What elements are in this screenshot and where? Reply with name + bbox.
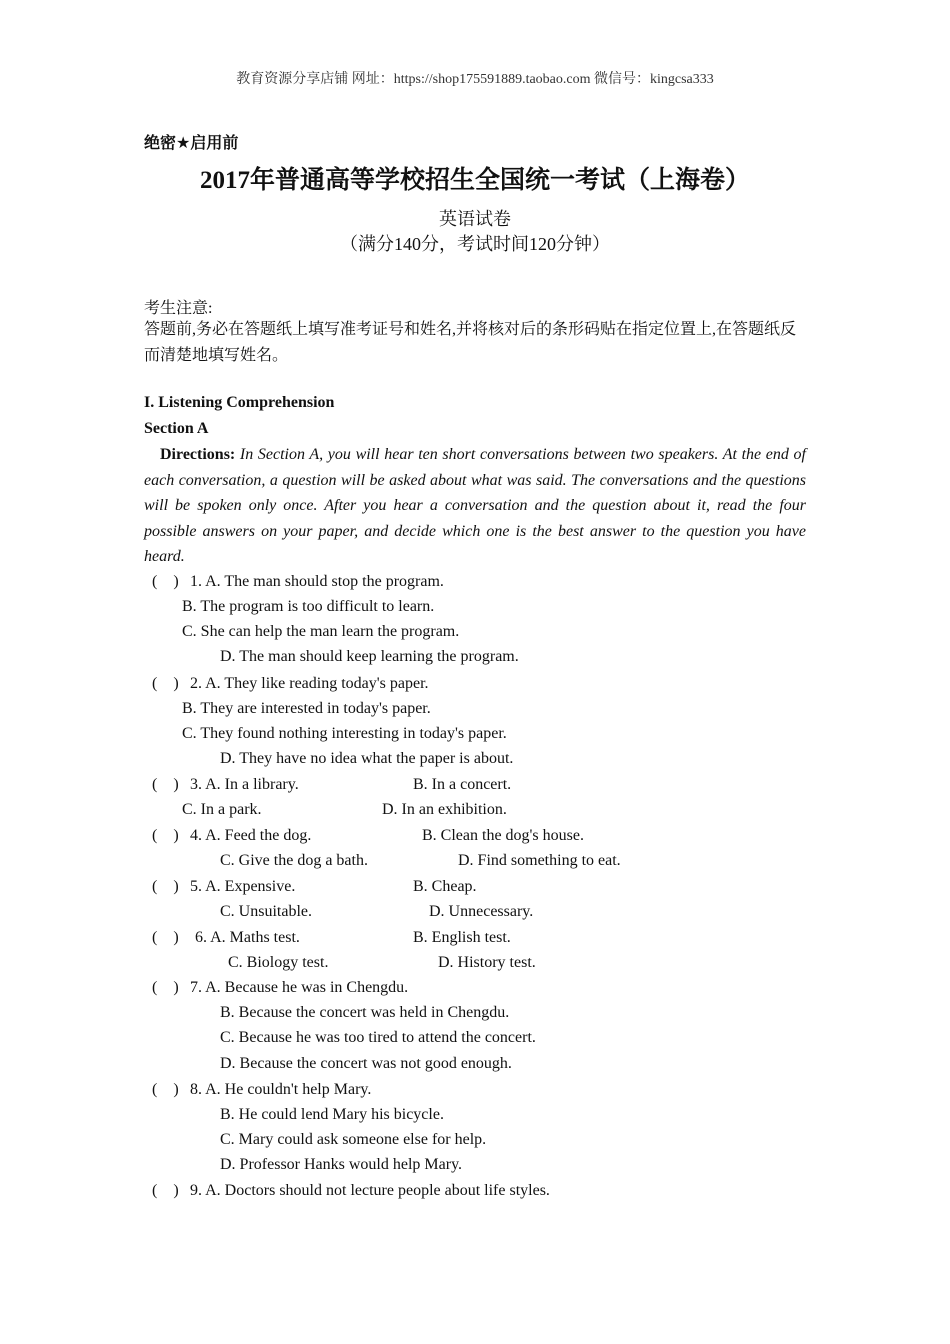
q4-option-a: 4. A. Feed the dog. [190, 827, 312, 844]
q5-option-d: D. Unnecessary. [429, 903, 534, 920]
answer-blank-5[interactable]: ( ) [152, 878, 179, 895]
answer-blank-4[interactable]: ( ) [152, 827, 179, 844]
q5-option-a: 5. A. Expensive. [190, 878, 296, 895]
q8-option-b: B. He could lend Mary his bicycle. [220, 1106, 444, 1123]
shop-header: 教育资源分享店铺 网址：https://shop175591889.taobao.com 微信号：kingcsa333 [236, 72, 714, 87]
q7-option-c: C. Because he was too tired to attend the concert. [220, 1029, 536, 1046]
q3-option-c: C. In a park. [182, 801, 262, 818]
answer-blank-3[interactable]: ( ) [152, 776, 179, 793]
answer-blank-1[interactable]: ( ) [152, 573, 179, 590]
exam-title: 2017年普通高等学校招生全国统一考试（上海卷） [199, 167, 750, 194]
q5-option-c: C. Unsuitable. [220, 903, 312, 920]
q3-option-a: 3. A. In a library. [190, 776, 299, 793]
answer-blank-2[interactable]: ( ) [152, 675, 179, 692]
answer-blank-7[interactable]: ( ) [152, 979, 179, 996]
q1-option-c: C. She can help the man learn the program. [182, 623, 460, 640]
q7-option-a: 7. A. Because he was in Chengdu. [190, 979, 409, 996]
q6-option-b: B. English test. [413, 929, 511, 946]
answer-blank-6[interactable]: ( ) [152, 929, 179, 946]
exam-subtitle: 英语试卷 [439, 209, 511, 229]
answer-blank-9[interactable]: ( ) [152, 1182, 179, 1199]
exam-score-time: （满分140分，考试时间120分钟） [340, 234, 610, 254]
directions-lead: Directions: [160, 446, 236, 463]
q4-option-d: D. Find something to eat. [458, 852, 621, 869]
confidential-mark: 绝密★启用前 [144, 133, 239, 152]
notice-text: 答题前,务必在答题纸上填写准考证号和姓名,并将核对后的条形码贴在指定位置上,在答题纸反而清楚地填写姓名。 [144, 321, 797, 364]
q4-option-c: C. Give the dog a bath. [220, 852, 368, 869]
q6-option-c: C. Biology test. [228, 954, 329, 971]
q2-option-a: 2. A. They like reading today's paper. [190, 675, 429, 692]
q8-option-a: 8. A. He couldn't help Mary. [190, 1081, 372, 1098]
q8-option-d: D. Professor Hanks would help Mary. [220, 1156, 463, 1173]
notice-label: 考生注意: [144, 300, 213, 317]
part-title: I. Listening Comprehension [144, 394, 335, 411]
directions [144, 442, 806, 570]
q3-option-d: D. In an exhibition. [382, 801, 507, 818]
q9-option-a: 9. A. Doctors should not lecture people about life styles. [190, 1182, 550, 1199]
q1-option-b: B. The program is too difficult to learn. [182, 598, 435, 615]
answer-blank-8[interactable]: ( ) [152, 1081, 179, 1098]
q5-option-b: B. Cheap. [413, 878, 477, 895]
q7-option-d: D. Because the concert was not good enough. [220, 1055, 512, 1072]
q7-option-b: B. Because the concert was held in Chengdu. [220, 1004, 510, 1021]
q3-option-b: B. In a concert. [413, 776, 512, 793]
q1-option-a: 1. A. The man should stop the program. [190, 573, 444, 590]
q6-option-a: 6. A. Maths test. [195, 929, 300, 946]
q2-option-b: B. They are interested in today's paper. [182, 700, 431, 717]
q2-option-d: D. They have no idea what the paper is about. [220, 750, 514, 767]
q2-option-c: C. They found nothing interesting in today's paper. [182, 725, 507, 742]
q8-option-c: C. Mary could ask someone else for help. [220, 1131, 487, 1148]
directions-body: In Section A, you will hear ten short conversations between two speakers. At the end of each conversation, a question will be asked about what was said. The conversations and the questions will be spoken only once. After you hear a conversation and the question about it, read the four possible answers on your paper, and decide which one is the best answer to the question you have heard. [144, 446, 807, 565]
q1-option-d: D. The man should keep learning the program. [220, 648, 519, 665]
section-title: Section A [144, 420, 209, 437]
q4-option-b: B. Clean the dog's house. [422, 827, 584, 844]
q6-option-d: D. History test. [438, 954, 536, 971]
